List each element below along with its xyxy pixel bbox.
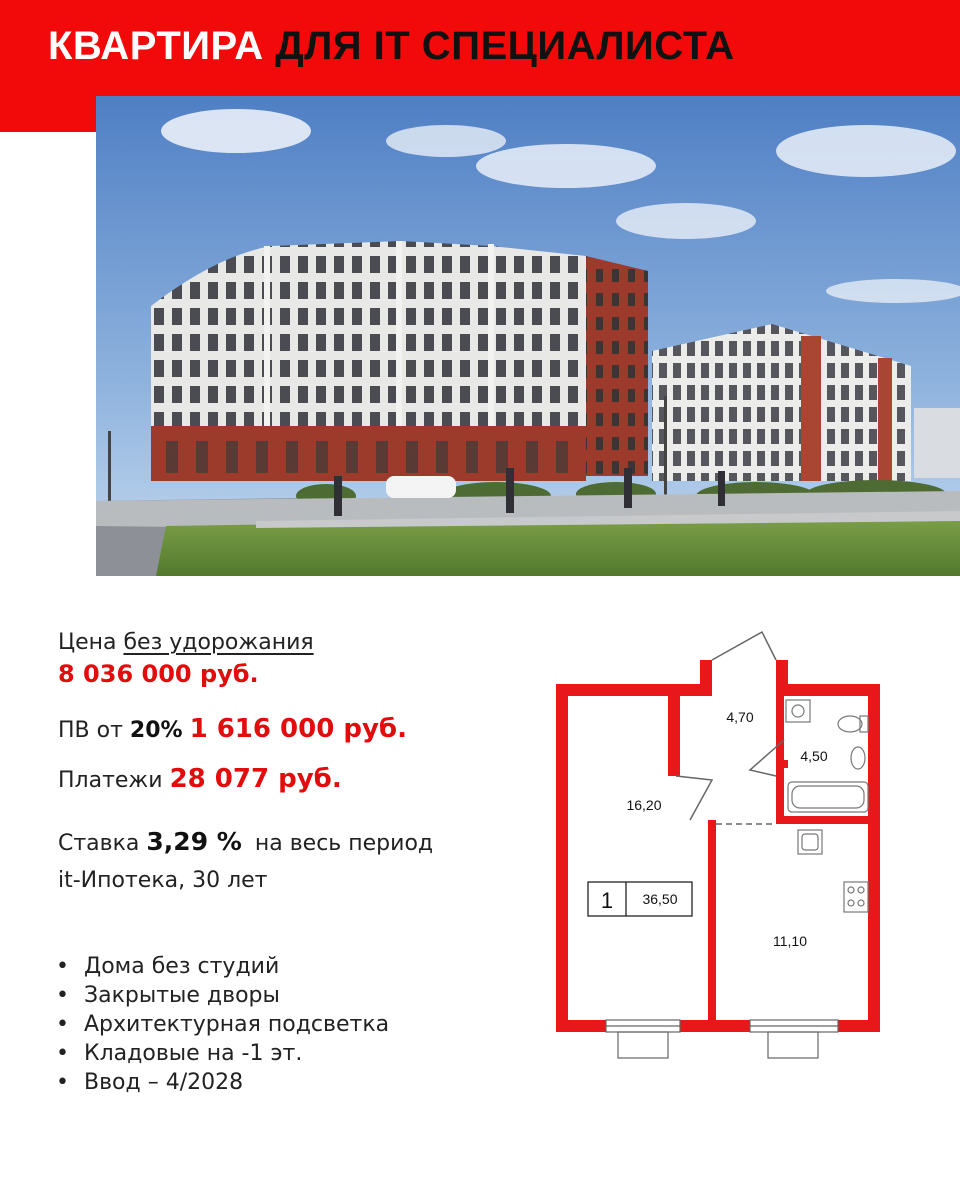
list-item: • Ввод – 4/2028 xyxy=(56,1068,389,1097)
list-item: • Закрытые дворы xyxy=(56,981,389,1010)
total-area: 36,50 xyxy=(642,891,678,907)
down-payment-value: 1 616 000 руб. xyxy=(189,714,407,744)
rate-suffix: на весь период xyxy=(254,831,434,856)
payments-value: 28 077 руб. xyxy=(169,764,342,794)
page-title xyxy=(48,24,734,69)
mortgage-program: it-Ипотека, 30 лет xyxy=(58,868,268,893)
header-banner-tail xyxy=(0,96,96,132)
price-value: 8 036 000 руб. xyxy=(58,660,259,688)
down-payment-label: ПВ от xyxy=(58,718,123,743)
list-item: • Архитектурная подсветка xyxy=(56,1010,389,1039)
building-photo xyxy=(96,96,960,576)
living-room-area-label: 16,20 xyxy=(626,797,662,813)
title-part-black: ДЛЯ IT СПЕЦИАЛИСТА xyxy=(275,24,735,68)
rate-value: 3,29 % xyxy=(146,827,242,856)
bathroom-area-label: 4,50 xyxy=(800,748,828,764)
down-payment-line xyxy=(58,714,407,744)
rate-line xyxy=(58,827,433,856)
hall-area-label: 4,70 xyxy=(726,709,754,725)
payments-label: Платежи xyxy=(58,768,163,793)
list-item: • Дома без студий xyxy=(56,952,389,981)
title-part-white: КВАРТИРА xyxy=(48,24,264,68)
rate-label: Ставка xyxy=(58,831,140,856)
features-list xyxy=(56,952,389,1097)
apartment-badge xyxy=(588,882,692,916)
down-payment-percent: 20% xyxy=(129,718,183,743)
payments-line xyxy=(58,764,342,794)
kitchen-area-label: 11,10 xyxy=(773,933,807,949)
price-label-underlined: без удорожания xyxy=(123,630,314,655)
price-label-text: Цена xyxy=(58,630,117,655)
price-label xyxy=(58,630,314,655)
floor-plan xyxy=(540,620,900,1070)
rooms-count: 1 xyxy=(600,888,614,913)
list-item: • Кладовые на -1 эт. xyxy=(56,1039,389,1068)
